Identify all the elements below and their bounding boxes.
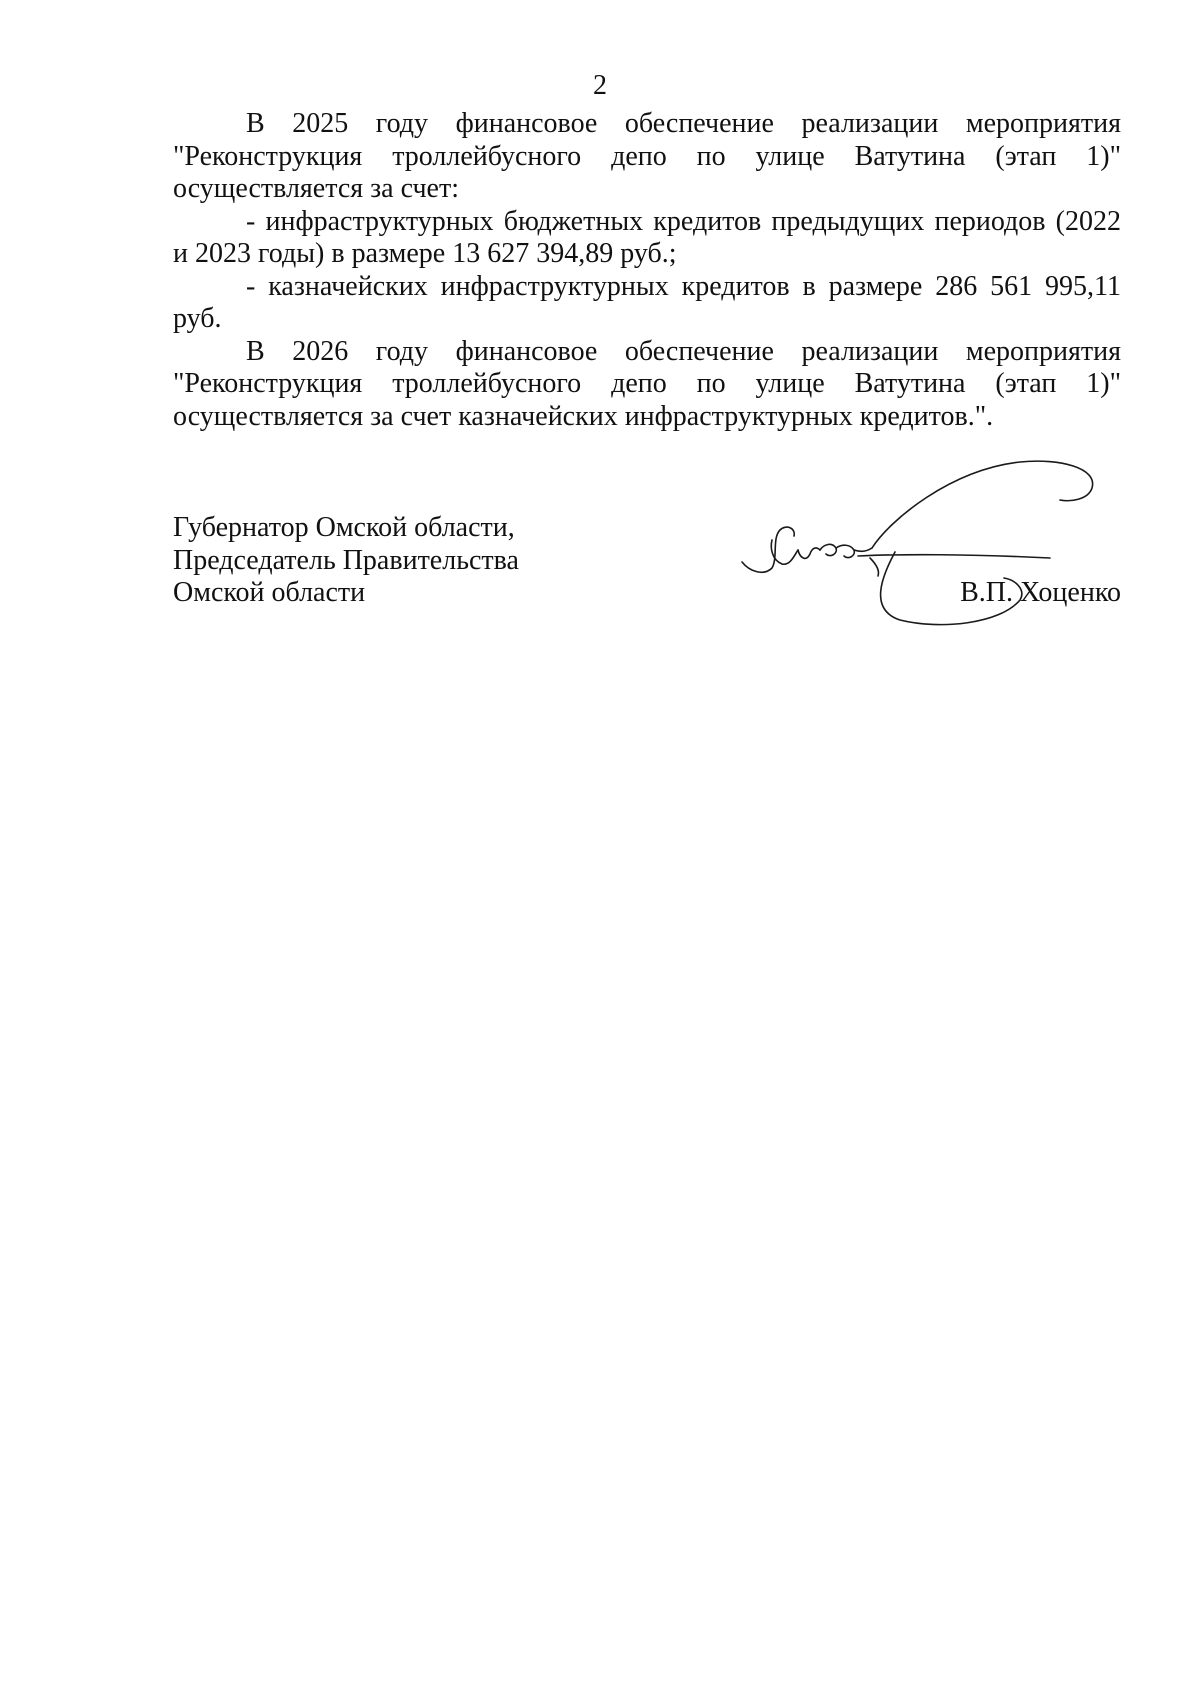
paragraph-2025-funding: В 2025 году финансовое обеспечение реализации мероприятия "Реконструкция троллейбусного депо по улице Ватутина (этап 1)" осуществляется за счет: <box>173 108 1121 204</box>
signer-name: В.П. Хоценко <box>960 577 1121 608</box>
position-line-2: Председатель Правительства <box>173 544 519 576</box>
paragraph-budget-credits: - инфраструктурных бюджетных кредитов предыдущих периодов (2022 и 2023 годы) в размере 13 627 394,89 руб.; <box>173 205 1121 269</box>
handwritten-signature <box>720 440 1120 640</box>
paragraph-treasury-credits: - казначейских инфраструктурных кредитов в размере 286 561 995,11 руб. <box>173 270 1121 334</box>
signatory-position <box>173 512 519 610</box>
document-body <box>173 108 1121 433</box>
position-line-3: Омской области <box>173 577 366 608</box>
position-line-1: Губернатор Омской области, <box>173 512 515 543</box>
paragraph-2026-funding: В 2026 году финансовое обеспечение реализации мероприятия "Реконструкция троллейбусного депо по улице Ватутина (этап 1)" осуществляется за счет казначейских инфраструктурных кредитов.". <box>173 335 1121 432</box>
page-number: 2 <box>593 70 607 101</box>
